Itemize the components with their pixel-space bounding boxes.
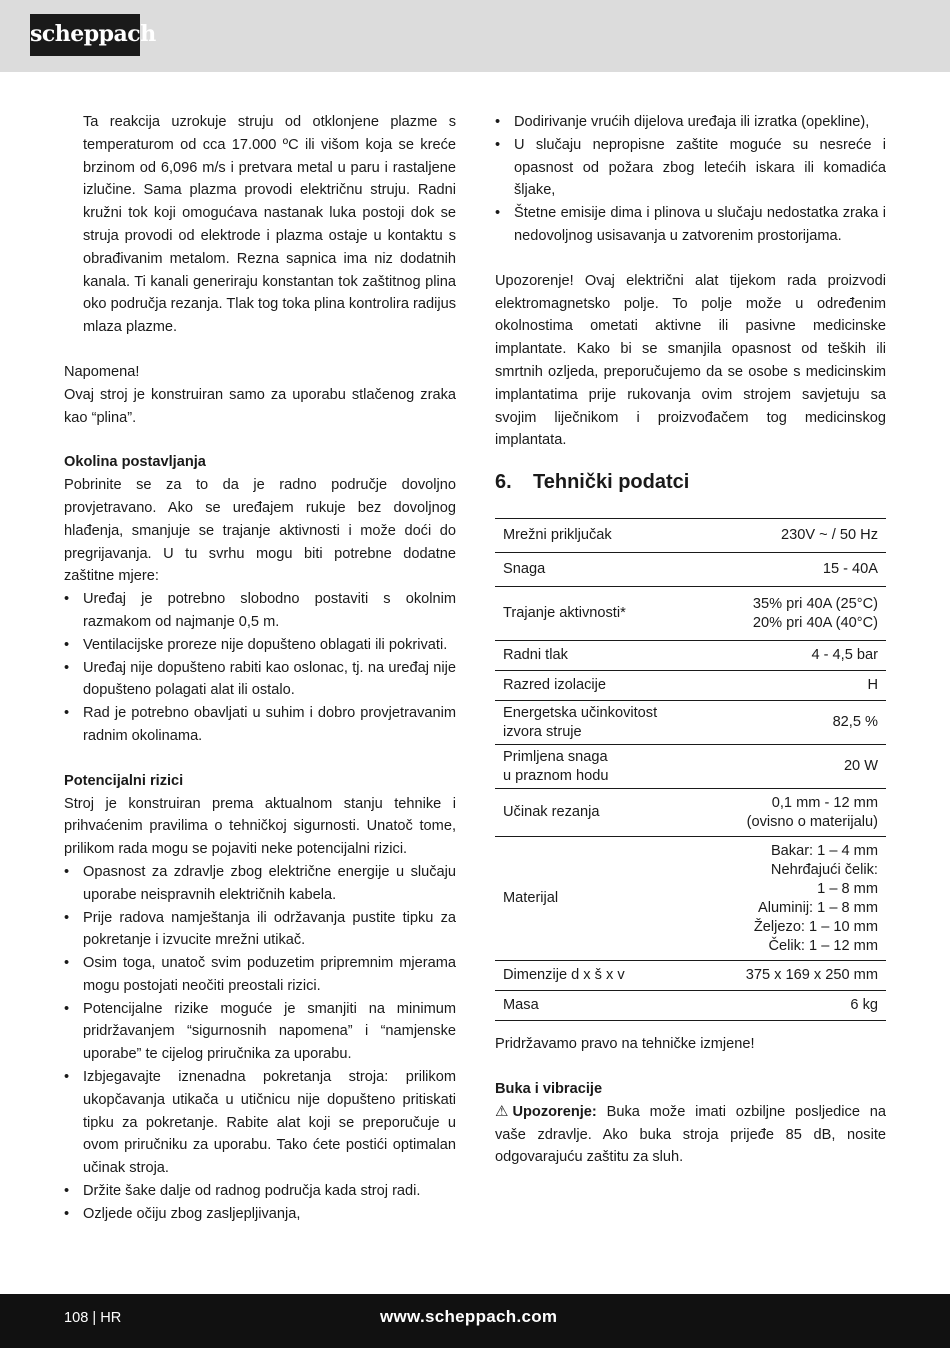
spec-value-line: 0,1 mm - 12 mm: [771, 794, 878, 811]
spec-value-line: Nehrđajući čelik:: [770, 861, 878, 878]
list-item: • Dodirivanje vrućih dijelova uređaja ili izratka (opekline),: [495, 111, 886, 134]
spec-key-line: Razred izolacije: [503, 677, 607, 694]
spec-key-line: Primljena snaga: [503, 748, 608, 765]
spec-key-line: Mrežni priključak: [503, 527, 612, 544]
spec-value: [685, 745, 886, 789]
page-number-value: 108: [64, 1310, 89, 1326]
risk-list-continued: [495, 111, 886, 248]
spec-key: [495, 671, 685, 701]
spec-value: [685, 701, 886, 745]
spec-value-line: 4 - 4,5 bar: [811, 647, 878, 664]
spec-value-line: Čelik: 1 – 12 mm: [768, 937, 878, 954]
spec-value-line: 230V ~ / 50 Hz: [781, 527, 878, 544]
risk-text: Stroj je konstruiran prema aktualnom stanju tehnike i prihvaćenim pravilima o tehničkoj sigurnosti. Unatoč tome, prilikom rada mogu se pojaviti neke potencijalni rizici.: [64, 795, 456, 858]
spec-value-line: (ovisno o materijalu): [746, 813, 878, 830]
list-item: • Prije radova namještanja ili održavanja pustite tipku za pokretanje i izvucite mrežni utikač.: [64, 907, 456, 953]
spec-key: [495, 519, 685, 553]
list-item: • Ozljede očiju zbog zasljepljivanja,: [64, 1203, 456, 1226]
spec-key: [495, 991, 685, 1021]
spec-value: [685, 587, 886, 641]
tech-spec-table: [495, 518, 886, 1021]
list-item: • Uređaj nije dopušteno rabiti kao oslonac, tj. na uređaj nije dopušteno polagati alat ili ostalo.: [64, 657, 456, 703]
table-row: [495, 671, 886, 701]
spec-value-line: Željezo: 1 – 10 mm: [753, 918, 878, 935]
spec-key: [495, 587, 685, 641]
table-row: [495, 837, 886, 961]
list-item: • Izbjegavajte iznenadna pokretanja stroja: prilikom ukopčavanja utikača u utičnicu nije dopušteno pritiskati tipku za pokretanje. Rabite alat koji se preporučuje u ovom priručniku za uporabu. Tako ćete postići optimalan učinak stroja.: [64, 1066, 456, 1180]
list-item: • Osim toga, unatoč svim poduzetim pripremnim mjerama mogu postojati neočiti preostali rizici.: [64, 952, 456, 998]
table-row: [495, 991, 886, 1021]
page-header: [0, 0, 950, 72]
section-heading: [495, 468, 886, 496]
spec-value: [685, 671, 886, 701]
spec-value-line: Bakar: 1 – 4 mm: [770, 842, 878, 859]
noise-warning-label: Upozorenje:: [512, 1103, 597, 1120]
brand-logo: scheppach: [30, 14, 140, 56]
section-title: Tehnički podatci: [533, 471, 690, 494]
list-item: • Rad je potrebno obavljati u suhim i dobro provjetravanim radnim okolinama.: [64, 702, 456, 748]
table-row: [495, 519, 886, 553]
spec-key-line: Radni tlak: [503, 647, 568, 664]
noise-heading: Buka i vibracije: [495, 1080, 603, 1097]
spec-value: [685, 789, 886, 837]
spec-value-line: 1 – 8 mm: [817, 880, 878, 897]
list-item: • Štetne emisije dima i plinova u slučaju nedostatka zraka i nedovoljnog usisavanja u zatvorenim prostorijama.: [495, 202, 886, 248]
spec-key-line: Energetska učinkovitost: [503, 704, 658, 721]
spec-value-line: 6 kg: [850, 997, 878, 1014]
table-row: [495, 961, 886, 991]
note-title: Napomena!: [64, 363, 140, 380]
list-item: • Potencijalne rizike moguće je smanjiti na minimum pridržavanjem “sigurnosnih napomena” i “namjenske uporabe” te cijelog priručnika za uporabu.: [64, 998, 456, 1066]
table-row: [495, 789, 886, 837]
warning-triangle-icon: ⚠: [495, 1102, 509, 1120]
spec-key: [495, 553, 685, 587]
risk-list: [64, 861, 456, 1226]
spec-value-line: 35% pri 40A (25°C): [752, 595, 878, 612]
spec-key-line: u praznom hodu: [503, 767, 609, 784]
right-column: [495, 111, 886, 1169]
left-column: [64, 111, 456, 1226]
table-row: [495, 701, 886, 745]
list-item: • Uređaj je potrebno slobodno postaviti s okolnim razmakom od najmanje 0,5 m.: [64, 588, 456, 634]
spec-key-line: izvora struje: [503, 723, 582, 740]
spec-key-line: Dimenzije d x š x v: [503, 967, 625, 984]
spec-value-line: 20 W: [843, 758, 878, 775]
noise-warning-text: Buka može imati ozbiljne posljedice na vaše zdravlje. Ako buka stroja prijeđe 85 dB, nosite odgovarajuću zaštitu za sluh.: [495, 1103, 886, 1166]
list-item: • Ventilacijske proreze nije dopušteno oblagati ili pokrivati.: [64, 634, 456, 657]
section-number: 6.: [495, 471, 512, 494]
table-row: [495, 553, 886, 587]
spec-key: [495, 701, 685, 745]
spec-key-line: Trajanje aktivnosti*: [503, 605, 626, 622]
table-row: [495, 641, 886, 671]
note-text: Ovaj stroj je konstruiran samo za uporabu stlačenog zraka kao “plina”.: [64, 386, 456, 426]
spec-value-line: 20% pri 40A (40°C): [752, 614, 878, 631]
risk-heading: Potencijalni rizici: [64, 772, 184, 789]
table-row: [495, 745, 886, 789]
spec-value-line: H: [867, 677, 878, 694]
emf-warning-paragraph: Upozorenje! Ovaj električni alat tijekom rada proizvodi elektromagnetsko polje. To polje može u određenim okolnostima ometati aktivne ili pasivne medicinske implantate. Kako bi se smanjila opasnost od teških ili smrtnih ozljeda, preporučujemo da se osobe s medicinskim implantatima prije rukovanja ovim strojem savjetuju sa svojim liječnikom i proizvođačem tog medicinskog implantata.: [495, 272, 886, 449]
env-heading: Okolina postavljanja: [64, 454, 206, 471]
env-list: [64, 588, 456, 748]
env-text: Pobrinite se za to da je radno područje dovoljno provjetravano. Ako se uređajem rukuje bez dovoljnog hlađenja, smanjuje se trajanje aktivnosti i može doći do pregrijavanja. U tu svrhu mogu biti potrebne dodatne zaštitne mjere:: [64, 477, 456, 585]
spec-value: [685, 553, 886, 587]
spec-key-line: Masa: [503, 997, 539, 1014]
spec-key: [495, 641, 685, 671]
spec-value-line: Aluminij: 1 – 8 mm: [757, 899, 878, 916]
spec-value-line: 375 x 169 x 250 mm: [745, 967, 878, 984]
spec-key-line: Snaga: [503, 561, 546, 578]
spec-value: [685, 991, 886, 1021]
spec-key-line: Materijal: [503, 890, 559, 907]
list-item: • Držite šake dalje od radnog područja kada stroj radi.: [64, 1180, 456, 1203]
spec-value-line: 15 - 40A: [822, 561, 878, 578]
spec-value: [685, 961, 886, 991]
spec-value-line: 82,5 %: [832, 714, 878, 731]
list-item: • Opasnost za zdravlje zbog električne energije u slučaju uporabe neispravnih električnih kabela.: [64, 861, 456, 907]
intro-paragraph: Ta reakcija uzrokuje struju od otklonjene plazme s temperaturom od cca 17.000 ºC ili višom koja se kreće brzinom od 6,096 m/s i pretvara metal u paru i rastaljene izlučine. Sama plazma provodi električnu struju. Radni kružni tok koji omogućava nastanak luka postoji dok se struja provodi od elektrode i plazma ostaje u kontaktu s obrađivanim metalom. Rezna sapnica ima niz dodatnih kanala. Ti kanali generiraju konstantan tok zaštitnog plina oko područja rezanja. Tlak tog toka plina kontrolira radijus mlaza plazme.: [83, 114, 456, 336]
spec-key: [495, 745, 685, 789]
spec-key-line: Učinak rezanja: [503, 804, 600, 821]
page-footer: [0, 1294, 950, 1348]
spec-value: [685, 837, 886, 961]
spec-key: [495, 961, 685, 991]
spec-key: [495, 789, 685, 837]
spec-value: [685, 641, 886, 671]
page-number: 108 | HR: [64, 1310, 122, 1326]
language-code: HR: [100, 1310, 122, 1326]
spec-value: [685, 519, 886, 553]
list-item: • U slučaju nepropisne zaštite moguće su nesreće i opasnost od požara zbog letećih iskara ili komadića šljake,: [495, 134, 886, 202]
website-url: www.scheppach.com: [380, 1307, 558, 1326]
reserve-note: Pridržavamo pravo na tehničke izmjene!: [495, 1036, 755, 1053]
noise-warning: [495, 1101, 886, 1169]
table-row: [495, 587, 886, 641]
spec-key: [495, 837, 685, 961]
